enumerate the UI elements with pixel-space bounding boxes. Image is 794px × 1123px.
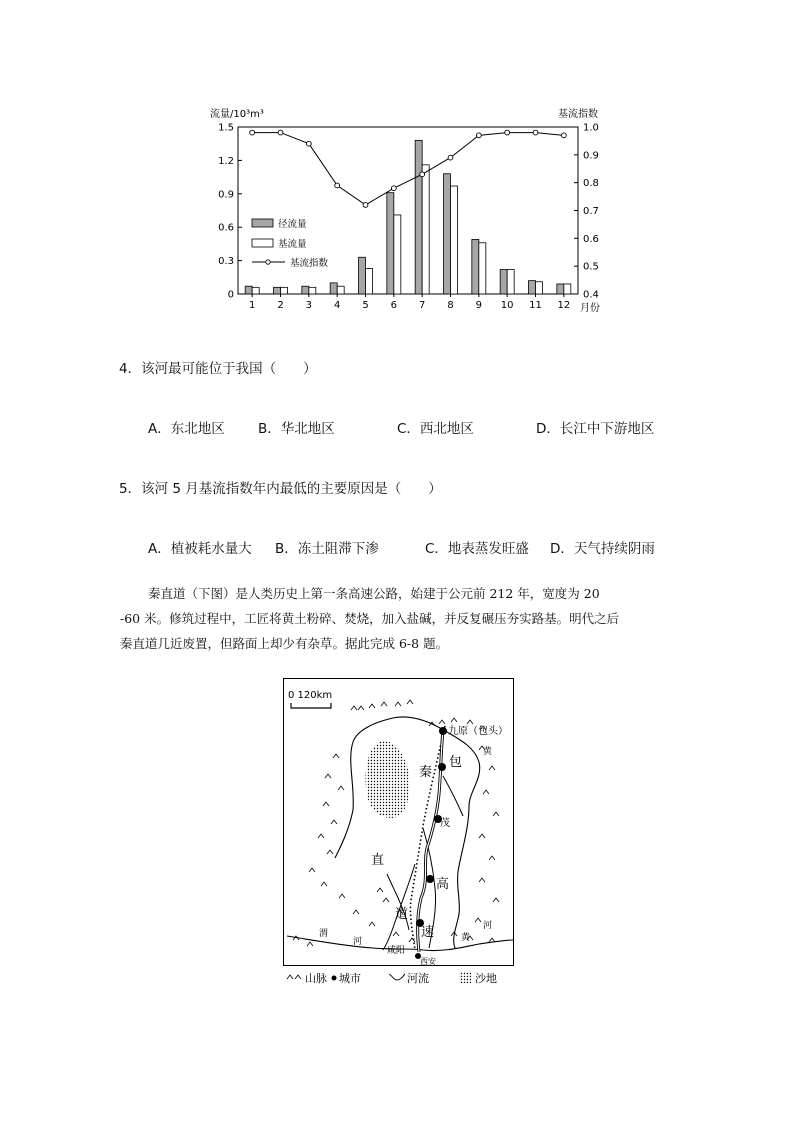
x-tick-label-3: 3 — [305, 300, 313, 311]
road-char-gao: 高 — [436, 877, 450, 892]
question-4-option-b[interactable]: B．华北地区 — [258, 421, 335, 437]
question-5-stem: 5．该河 5 月基流指数年内最低的主要原因是（ ） — [119, 481, 442, 497]
point-baseflow-index-9 — [476, 133, 481, 138]
question-5-option-c[interactable]: C．地表蒸发旺盛 — [425, 541, 529, 557]
x-tick-label-5: 5 — [362, 300, 369, 311]
road-char-mao: 茂 — [440, 818, 450, 829]
scale-label: 0 120km — [288, 690, 333, 701]
left-tick-label: 0.3 — [218, 256, 234, 268]
point-baseflow-index-8 — [448, 155, 453, 160]
legend-river-label: 河流 — [407, 972, 429, 985]
point-baseflow-index-2 — [278, 130, 283, 135]
city-jiuyuan — [439, 727, 447, 735]
point-baseflow-index-5 — [363, 203, 368, 208]
passage-line-3: 秦直道几近废置，但路面上却少有杂草。据此完成 6-8 题。 — [120, 636, 449, 651]
chart-legend — [252, 218, 329, 269]
legend-swatch-baseflow — [252, 239, 273, 247]
map-legend — [287, 971, 497, 985]
point-baseflow-index-10 — [505, 130, 510, 135]
x-tick-label-12: 12 — [557, 300, 571, 311]
road-char-qin: 秦 — [419, 765, 433, 780]
passage-line-1: 秦直道（下图）是人类历史上第一条高速公路，始建于公元前 212 年，宽度为 20 — [148, 586, 600, 601]
city-road-1 — [438, 763, 446, 771]
x-tick-label-6: 6 — [390, 300, 398, 311]
bar-baseflow-3 — [309, 287, 316, 294]
runoff-chart — [205, 100, 605, 320]
legend-label-index: 基流指数 — [290, 258, 329, 269]
bar-runoff-12 — [557, 284, 564, 294]
label-xianyang: 咸阳 — [387, 946, 406, 956]
legend-sand-icon — [459, 971, 471, 983]
point-baseflow-index-1 — [250, 130, 255, 135]
bar-runoff-6 — [387, 193, 394, 294]
passage-line-2: -60 米。修筑过程中，工匠将黄土粉碎、焚烧，加入盐碱，并反复碾压夯实路基。明代之后 — [120, 611, 620, 626]
bar-baseflow-11 — [536, 282, 543, 294]
bar-runoff-1 — [245, 286, 252, 294]
x-tick-label-1: 1 — [248, 300, 256, 311]
river-label-wei: 渭 — [319, 929, 329, 939]
left-tick-label: 0 — [227, 289, 234, 301]
qin-straight-road-map — [283, 678, 515, 990]
right-tick-label: 0.9 — [583, 150, 599, 162]
right-tick-label: 0.6 — [583, 233, 599, 245]
bar-baseflow-5 — [366, 268, 373, 294]
point-baseflow-index-11 — [533, 130, 538, 135]
question-4-stem: 4．该河最可能位于我国（ ） — [119, 361, 317, 377]
road-char-dao: 道 — [395, 907, 409, 922]
x-tick-label-2: 2 — [277, 300, 284, 311]
city-road-3 — [426, 875, 434, 883]
bar-runoff-2 — [274, 287, 281, 294]
label-jiuyuan: 九原（包头） — [448, 726, 508, 737]
bar-runoff-9 — [472, 239, 479, 294]
bar-runoff-10 — [500, 270, 507, 294]
left-tick-label: 0.9 — [218, 189, 234, 201]
bar-baseflow-9 — [479, 243, 486, 294]
line-baseflow-index — [252, 133, 564, 205]
right-tick-label: 0.8 — [583, 178, 599, 190]
legend-marker-index — [266, 260, 270, 264]
bar-runoff-8 — [444, 174, 451, 294]
road-char-su: 速 — [421, 925, 435, 940]
right-tick-label: 0.5 — [583, 261, 599, 273]
legend-river-icon — [389, 974, 405, 980]
left-tick-label: 0.6 — [218, 222, 234, 234]
legend-city-label: 城市 — [339, 972, 361, 985]
point-baseflow-index-3 — [306, 141, 311, 146]
x-axis-title: 月份 — [580, 303, 600, 314]
bar-baseflow-12 — [564, 284, 571, 294]
legend-mountain-label: 山脉 — [305, 972, 327, 985]
right-tick-label: 0.7 — [583, 206, 599, 217]
point-baseflow-index-7 — [420, 172, 425, 177]
point-baseflow-index-12 — [561, 133, 566, 138]
question-5-option-a[interactable]: A．植被耗水量大 — [148, 541, 252, 557]
x-tick-label-8: 8 — [447, 300, 454, 311]
legend-sand-label: 沙地 — [475, 972, 497, 985]
question-5-option-b[interactable]: B．冻土阻滞下渗 — [275, 541, 379, 557]
left-tick-label: 1.5 — [218, 122, 234, 134]
left-axis-title: 流量/10³m³ — [210, 109, 264, 120]
question-5-option-d[interactable]: D．天气持续阴雨 — [550, 541, 655, 557]
plot-area — [238, 127, 578, 294]
legend-label-runoff: 径流量 — [278, 219, 307, 230]
legend-swatch-runoff — [252, 219, 273, 227]
question-4-option-c[interactable]: C．西北地区 — [397, 421, 474, 437]
bar-runoff-3 — [302, 286, 309, 294]
bar-runoff-11 — [529, 281, 536, 294]
label-xian: 西安 — [420, 957, 436, 966]
river-label-he-1: 河 — [353, 937, 363, 947]
right-tick-label: 0.4 — [583, 289, 599, 301]
bar-runoff-4 — [330, 283, 337, 294]
bar-runoff-5 — [359, 257, 366, 294]
x-tick-label-4: 4 — [333, 300, 341, 311]
legend-label-baseflow: 基流量 — [278, 239, 307, 250]
legend-city-icon — [332, 976, 337, 981]
bar-baseflow-4 — [337, 286, 344, 294]
x-tick-label-11: 11 — [529, 300, 542, 311]
bar-baseflow-8 — [451, 186, 458, 294]
question-4-option-d[interactable]: D．长江中下游地区 — [536, 421, 655, 437]
left-tick-label: 1.2 — [218, 155, 234, 167]
question-4-option-a[interactable]: A．东北地区 — [148, 421, 225, 437]
map-frame — [284, 679, 514, 966]
x-tick-label-9: 9 — [475, 300, 483, 311]
bar-baseflow-1 — [252, 287, 259, 294]
road-char-zhi: 直 — [371, 853, 385, 868]
x-tick-label-10: 10 — [500, 300, 514, 311]
bar-baseflow-2 — [281, 287, 288, 294]
river-label-huang: 黄 — [461, 933, 471, 943]
bar-baseflow-7 — [422, 165, 429, 294]
right-axis-title: 基流指数 — [558, 109, 598, 120]
x-tick-label-7: 7 — [418, 300, 426, 311]
right-tick-label: 1.0 — [583, 122, 599, 134]
point-baseflow-index-4 — [335, 183, 340, 188]
point-baseflow-index-6 — [391, 186, 396, 191]
road-char-bao: 包 — [449, 755, 463, 770]
bar-runoff-7 — [415, 140, 422, 294]
bar-baseflow-10 — [507, 270, 514, 294]
river-label-huang-2: 黄 — [483, 747, 493, 757]
legend-mountain-icon — [287, 975, 301, 979]
river-label-he-2: 河 — [483, 921, 493, 931]
bar-baseflow-6 — [394, 215, 401, 294]
